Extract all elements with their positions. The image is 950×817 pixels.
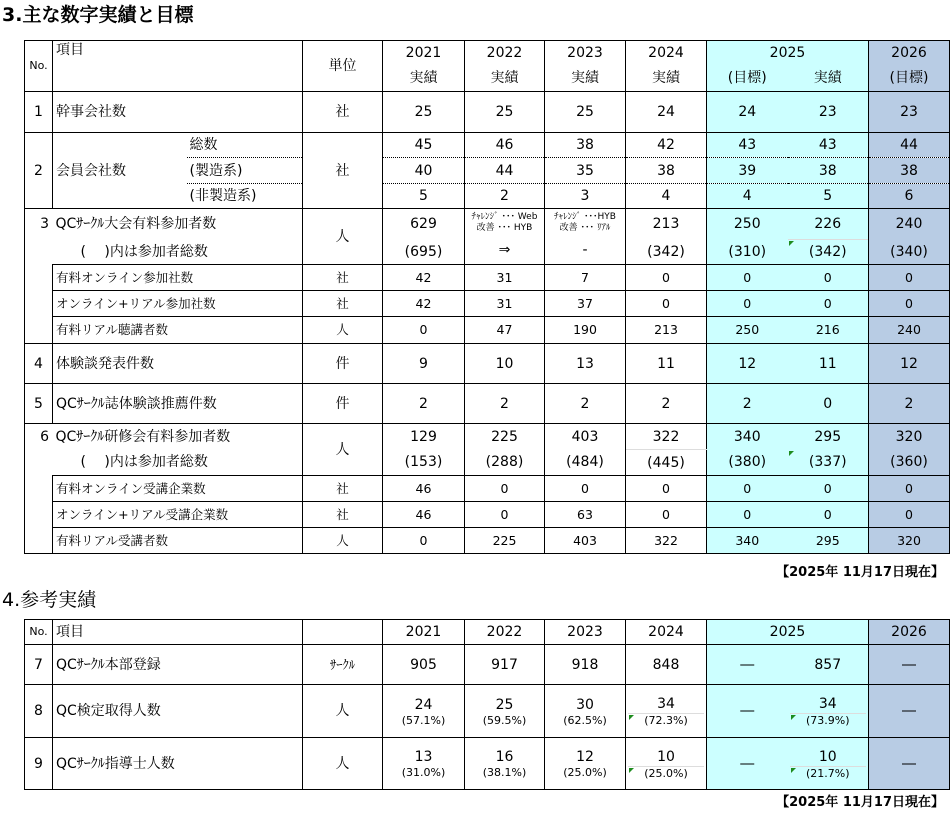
cell-value: 25 [495, 696, 514, 713]
cell-value-with-percent [626, 738, 707, 790]
cell-value: 10 [657, 748, 675, 765]
section3-heading: 3.主な数字実績と目標 [2, 4, 194, 26]
row-sublabel: オンライン+リアル受講企業数 [53, 502, 303, 528]
cell-value: 0 [626, 476, 707, 502]
cell-value-with-percent [788, 738, 869, 790]
section4-heading: 4.参考実績 [2, 589, 97, 611]
cell-value: 13 [414, 749, 433, 765]
cell-value: 213 [626, 209, 707, 240]
row-label: QCｻｰｸﾙ指導士人数 [53, 738, 303, 790]
cell-value: 38 [788, 158, 869, 184]
cell-value: 320 [869, 424, 950, 450]
cell-value-with-percent [465, 738, 545, 790]
row-label-note: ( )内は参加者総数 [53, 450, 303, 476]
col-header-year: 2022 [465, 41, 545, 66]
row-label: QCｻｰｸﾙ大会有料参加者数 [53, 209, 303, 240]
table-row [25, 528, 950, 554]
cell-value: 0 [869, 291, 950, 317]
table-row [25, 209, 950, 240]
col-subheader-target: (目標) [707, 66, 788, 92]
row-label: QCｻｰｸﾙ誌体験談推薦件数 [53, 384, 303, 424]
row-unit: ｻｰｸﾙ [303, 645, 383, 685]
col-header-year-2025: 2025 [707, 620, 869, 645]
cell-value: 2 [383, 384, 465, 424]
cell-value: 43 [707, 133, 788, 158]
col-header-year-2025: 2025 [707, 41, 869, 66]
row-unit: 件 [303, 344, 383, 384]
cell-value: 0 [383, 528, 465, 554]
cell-percent: (59.5%) [482, 713, 527, 727]
cell-value: 2 [465, 384, 545, 424]
col-subheader: 実績 [788, 66, 869, 92]
row-unit: 件 [303, 384, 383, 424]
cell-value-with-percent [545, 738, 626, 790]
cell-value: (342) [626, 240, 707, 265]
cell-value: 225 [465, 528, 545, 554]
cell-value: 45 [383, 133, 465, 158]
table-row [25, 645, 950, 685]
col-header-unit [303, 620, 383, 645]
cell-value: 16 [495, 749, 514, 765]
cell-value: 213 [626, 317, 707, 344]
cell-value: 0 [869, 502, 950, 528]
cell-value: - [582, 242, 588, 258]
cell-value: 42 [626, 133, 707, 158]
table-row [25, 133, 950, 158]
col-header-year-2026: 2026 [869, 620, 950, 645]
cell-value: (695) [383, 240, 465, 265]
col-header-item: 項目 [53, 620, 303, 645]
cell-value: 322 [626, 424, 707, 450]
cell-value: 403 [545, 424, 626, 450]
cell-percent: (72.3%) [628, 713, 704, 727]
row-unit: 社 [303, 92, 383, 133]
row-number: 4 [25, 344, 53, 384]
row-sublabel: 総数 [187, 133, 303, 158]
row-label-note: ( )内は参加者総数 [53, 240, 303, 265]
cell-percent: (73.9%) [790, 713, 867, 727]
cell-value: 0 [707, 476, 788, 502]
cell-value-with-percent [545, 685, 626, 738]
cell-value: 250 [707, 209, 788, 240]
cell-value: 34 [818, 696, 837, 712]
cell-value: 0 [788, 476, 869, 502]
cell-value: 12 [869, 344, 950, 384]
table-row [25, 476, 950, 502]
cell-value: 0 [707, 291, 788, 317]
cell-value: 44 [465, 158, 545, 184]
cell-value: 225 [465, 424, 545, 450]
cell-value: (484) [545, 450, 626, 476]
cell-value: 38 [626, 158, 707, 184]
row-label: QCｻｰｸﾙ本部登録 [53, 645, 303, 685]
cell-value: 918 [545, 645, 626, 685]
cell-value: (337) [788, 450, 869, 476]
cell-value: 7 [545, 265, 626, 291]
cell-value: 0 [788, 291, 869, 317]
cell-value: 24 [626, 92, 707, 133]
col-header-year: 2021 [383, 620, 465, 645]
cell-value: 240 [869, 317, 950, 344]
col-subheader: 実績 [626, 66, 707, 92]
cell-value: 0 [465, 502, 545, 528]
note-line: 改善 ･･･ HYB [476, 223, 533, 233]
note-line: ﾁｬﾚﾝｼﾞ ･･･HYB [554, 212, 616, 222]
cell-value: ― [869, 685, 950, 738]
col-header-year: 2023 [545, 41, 626, 66]
cell-note [465, 209, 545, 265]
cell-value: 0 [788, 384, 869, 424]
row-sublabel: (非製造系) [187, 184, 303, 209]
cell-note [545, 209, 626, 265]
row-label: QCｻｰｸﾙ研修会有料参加者数 [53, 424, 303, 450]
cell-value: 0 [545, 476, 626, 502]
cell-value: (360) [869, 450, 950, 476]
row-unit: 人 [303, 317, 383, 344]
as-of-date: 【2025年 11月17日現在】 [776, 565, 944, 580]
col-subheader: 実績 [465, 66, 545, 92]
row-sublabel: 有料オンライン受講企業数 [53, 476, 303, 502]
cell-value: 43 [788, 133, 869, 158]
col-subheader-target: (目標) [869, 66, 950, 92]
cell-value: 403 [545, 528, 626, 554]
col-header-year: 2021 [383, 41, 465, 66]
cell-value-with-percent [383, 685, 465, 738]
cell-value: 216 [788, 317, 869, 344]
cell-value: (340) [869, 240, 950, 265]
col-header-unit: 単位 [303, 41, 383, 92]
col-header-year-2026: 2026 [869, 41, 950, 66]
row-unit: 人 [303, 685, 383, 738]
cell-value: 905 [383, 645, 465, 685]
row-unit: 社 [303, 133, 383, 209]
cell-value: 190 [545, 317, 626, 344]
row-unit: 人 [303, 209, 383, 265]
cell-value: 13 [545, 344, 626, 384]
cell-value: 11 [788, 344, 869, 384]
cell-value: 46 [465, 133, 545, 158]
cell-value: 30 [576, 696, 594, 713]
cell-value: 848 [626, 645, 707, 685]
cell-value: ⇒ [498, 242, 511, 258]
cell-value: 40 [383, 158, 465, 184]
cell-value: 25 [545, 92, 626, 133]
cell-value: (288) [465, 450, 545, 476]
row-sublabel: (製造系) [187, 158, 303, 184]
cell-value: 295 [788, 528, 869, 554]
cell-value: 0 [626, 502, 707, 528]
col-header-year: 2024 [626, 620, 707, 645]
cell-value: 46 [383, 476, 465, 502]
col-header-no: No. [25, 620, 53, 645]
cell-value-with-percent [788, 685, 869, 738]
cell-value: 0 [788, 502, 869, 528]
cell-value: 629 [383, 209, 465, 240]
cell-value: ― [707, 738, 788, 790]
cell-value: 129 [383, 424, 465, 450]
cell-value: 44 [869, 133, 950, 158]
cell-value: 38 [869, 158, 950, 184]
cell-value: 23 [788, 92, 869, 133]
cell-percent: (31.0%) [401, 766, 446, 779]
row-number: 2 [25, 133, 53, 209]
row-unit: 社 [303, 291, 383, 317]
cell-value-with-percent [465, 685, 545, 738]
row-number: 6 [25, 424, 53, 554]
cell-value: 42 [383, 265, 465, 291]
cell-value: 2 [626, 384, 707, 424]
table-row [25, 265, 950, 291]
row-unit: 社 [303, 476, 383, 502]
cell-value: 917 [465, 645, 545, 685]
cell-value: 31 [465, 291, 545, 317]
as-of-date-reference: 【2025年 11月17日現在】 [776, 795, 944, 810]
cell-value: 24 [414, 696, 433, 713]
cell-value: 10 [465, 344, 545, 384]
row-label: 体験談発表件数 [53, 344, 303, 384]
row-label: QC検定取得人数 [53, 685, 303, 738]
cell-value: 38 [545, 133, 626, 158]
row-unit: 人 [303, 528, 383, 554]
cell-value: 340 [707, 528, 788, 554]
cell-value: 35 [545, 158, 626, 184]
cell-value: 25 [383, 92, 465, 133]
row-number: 9 [25, 738, 53, 790]
col-header-item: 項目 [53, 41, 303, 92]
main-figures-table [24, 40, 950, 554]
col-header-no: No. [25, 41, 53, 92]
cell-value: 320 [869, 528, 950, 554]
row-number: 5 [25, 384, 53, 424]
cell-value: 295 [788, 424, 869, 450]
cell-value: ― [707, 645, 788, 685]
table-row [25, 317, 950, 344]
cell-value: 6 [869, 184, 950, 209]
row-number: 3 [25, 209, 53, 344]
cell-value: 39 [707, 158, 788, 184]
cell-value: 12 [707, 344, 788, 384]
table-row [25, 424, 950, 450]
row-number: 1 [25, 92, 53, 133]
cell-value-with-percent [383, 738, 465, 790]
cell-value: 25 [465, 92, 545, 133]
row-sublabel: 有料リアル聴講者数 [53, 317, 303, 344]
reference-results-table [24, 619, 950, 790]
cell-value: (310) [707, 240, 788, 265]
table-row [25, 344, 950, 384]
row-label: 会員会社数 [53, 133, 187, 209]
cell-value: 23 [869, 92, 950, 133]
note-line: 改善 ･･･ ﾘｱﾙ [559, 223, 611, 233]
cell-value: 0 [707, 502, 788, 528]
table-row [25, 291, 950, 317]
col-subheader: 実績 [383, 66, 465, 92]
row-unit: 社 [303, 502, 383, 528]
cell-value: 4 [707, 184, 788, 209]
cell-value: 31 [465, 265, 545, 291]
cell-value: 10 [818, 748, 837, 765]
row-unit: 人 [303, 424, 383, 476]
cell-value: 63 [545, 502, 626, 528]
cell-value: 5 [788, 184, 869, 209]
cell-value: ― [707, 685, 788, 738]
cell-value: 2 [707, 384, 788, 424]
col-subheader: 実績 [545, 66, 626, 92]
note-line: ﾁｬﾚﾝｼﾞ ･･･ Web [471, 212, 538, 222]
cell-value: 250 [707, 317, 788, 344]
cell-value: 37 [545, 291, 626, 317]
cell-value: 12 [576, 749, 594, 765]
cell-value: 0 [465, 476, 545, 502]
cell-value: 0 [707, 265, 788, 291]
cell-value: 226 [788, 209, 869, 240]
cell-value: 34 [657, 696, 675, 712]
cell-value: 2 [465, 184, 545, 209]
row-sublabel: 有料オンライン参加社数 [53, 265, 303, 291]
cell-percent: (21.7%) [790, 766, 867, 780]
row-number: 8 [25, 685, 53, 738]
cell-value-with-percent [626, 685, 707, 738]
row-sublabel: オンライン+リアル参加社数 [53, 291, 303, 317]
table-row [25, 384, 950, 424]
cell-value: 0 [869, 265, 950, 291]
cell-percent: (38.1%) [482, 766, 527, 779]
cell-percent: (25.0%) [628, 766, 704, 780]
cell-value: 0 [383, 317, 465, 344]
table-row [25, 502, 950, 528]
cell-value: 240 [869, 209, 950, 240]
table-row [25, 92, 950, 133]
row-label: 幹事会社数 [53, 92, 303, 133]
cell-value: (445) [626, 450, 707, 476]
cell-percent: (62.5%) [563, 713, 607, 727]
row-number: 7 [25, 645, 53, 685]
col-header-year: 2022 [465, 620, 545, 645]
cell-value: ― [869, 645, 950, 685]
cell-value: 322 [626, 528, 707, 554]
cell-value: 3 [545, 184, 626, 209]
cell-value: 0 [626, 291, 707, 317]
cell-value: 24 [707, 92, 788, 133]
col-header-year: 2023 [545, 620, 626, 645]
row-unit: 社 [303, 265, 383, 291]
cell-value: 2 [545, 384, 626, 424]
cell-value: 0 [869, 476, 950, 502]
cell-value: (153) [383, 450, 465, 476]
cell-value: 47 [465, 317, 545, 344]
cell-percent: (25.0%) [563, 766, 607, 779]
cell-value: 9 [383, 344, 465, 384]
cell-value: 5 [383, 184, 465, 209]
cell-value: 340 [707, 424, 788, 450]
cell-value: 0 [626, 265, 707, 291]
row-sublabel: 有料リアル受講者数 [53, 528, 303, 554]
cell-value: ― [869, 738, 950, 790]
row-unit: 人 [303, 738, 383, 790]
table-row [25, 738, 950, 790]
cell-value: 11 [626, 344, 707, 384]
cell-value: 0 [788, 265, 869, 291]
cell-value: 2 [869, 384, 950, 424]
cell-value: (380) [707, 450, 788, 476]
col-header-year: 2024 [626, 41, 707, 66]
cell-value: 46 [383, 502, 465, 528]
cell-value: (342) [788, 240, 869, 265]
table-row [25, 685, 950, 738]
cell-value: 4 [626, 184, 707, 209]
cell-value: 42 [383, 291, 465, 317]
cell-value: 857 [788, 645, 869, 685]
table-row [25, 450, 950, 476]
cell-percent: (57.1%) [401, 713, 446, 727]
